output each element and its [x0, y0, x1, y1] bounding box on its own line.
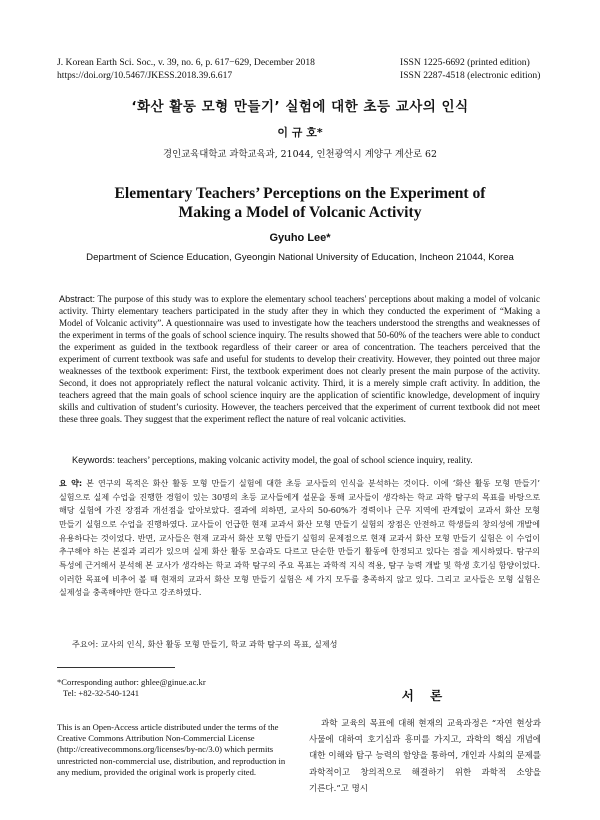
korean-abstract-label: 요 약:	[59, 479, 83, 488]
section-heading-introduction: 서 론	[401, 688, 449, 703]
english-title-line1: Elementary Teachers’ Perceptions on the Experiment of	[114, 185, 486, 202]
corresponding-tel: Tel: +82-32-540-1241	[63, 688, 140, 699]
english-abstract	[59, 293, 540, 426]
korean-author: 이 규 호*	[277, 126, 323, 139]
doi-link[interactable]: https://doi.org/10.5467/JKESS.2018.39.6.617	[57, 70, 233, 81]
footnote-divider	[57, 667, 175, 668]
license-note: This is an Open-Access article distributed under the terms of the Creative Commons Attribution Non-Commercial License (http://creativecommons.org/licenses/by-nc/3.0) which permits unrestricted non-commercial use, distribution, and reproduction in any medium, provided the original work is properly cited.	[57, 722, 286, 777]
issn-print: ISSN 1225-6692 (printed edition)	[400, 57, 530, 68]
issn-electronic: ISSN 2287-4518 (electronic edition)	[400, 70, 541, 81]
english-keywords	[72, 455, 542, 465]
journal-header	[57, 56, 315, 82]
issn-header	[400, 56, 540, 82]
abstract-label: Abstract:	[59, 294, 96, 304]
english-title-line2: Making a Model of Volcanic Activity	[178, 204, 422, 221]
abstract-text: The purpose of this study was to explore the elementary school teachers' perceptions about making a model of volcanic activity. Thirty elementary teachers participated in the study after they in which they conducted the experiment of “Making a Model of Volcanic activity”. A questionnaire was used to investigate how the teachers understood the strengths and weaknesses of the experiment in terms of the goals of school science inquiry. The results showed that 50-60% of the teachers were able to conduct the experiment as guided in the textbook regardless of their career or area of concentration. The teachers perceived that the experiment of current textbook was safe and useful for students to develop their creativity. However, they pointed out three major weaknesses of the textbook experiment: First, the textbook experiment does not clearly present the main purpose of the activity. Second, it does not appropriately reflect the natural volcanic activity. Third, it is a merely simple craft activity. In addition, the teachers agreed that the main goals of school science inquiry are the application of scientific knowledge, development of inquiry skills and cultivation of student’s curiosity. However, the teachers perceived that the experiment of current textbook did not meet these three goals. They suggest that the experiment reflect the nature of real volcanic activities.	[59, 294, 540, 425]
korean-abstract-text: 본 연구의 목적은 화산 활동 모형 만들기 실험에 대한 초등 교사들의 인식을 분석하는 것이다. 이에 ‘화산 활동 모형 만들기’ 실험으로 실제 수업을 진행한 경험이 있는 30명의 초등 교사들에게 설문을 통해 교사들이 생각하는 학교 과학 탐구의 목표를 바탕으로 해당 실험에 가진 장점과 개선점을 알아보았다. 결과에 의하면, 교사의 50-60%가 경력이나 근무 지역에 관계없이 교과서 화산 모형 만들기 실험으로 수업을 진행하였다. 교사들이 언급한 현재 교과서 화산 모형 만들기 실험의 장점은 안전하고 학생들의 창의성에 개발에 유용하다는 것이었다. 반면, 교사들은 현재 교과서 화산 모형 만들기 실험의 문제점으로 현재 교과서 화산 모형 만들기 실험은 이 수업이 추구해야 하는 본질과 괴리가 있으며 실제 화산 활동 모습과도 다르고 단순한 만들기 활동에 한정되고 있다는 점을 제시하였다. 탐구의 특성에 근거해서 분석해 본 교사가 생각하는 학교 과학 탐구의 주요 목표는 과학적 지식 적용, 탐구 능력 개발 및 학생 호기심 함양이었다. 이러한 목표에 비추어 볼 때 현재의 교과서 화산 모형 만들기 실험은 세 가지 모두를 충족하지 않고 있다. 그리고 교사들은 모형 실험은 실제성을 충족해야만 한다고 강조하였다.	[59, 479, 540, 598]
korean-abstract	[59, 477, 540, 600]
korean-keywords-label: 주요어:	[72, 639, 99, 649]
introduction-text: 과학 교육의 목표에 대해 현재의 교육과정은 “자연 현상과 사물에 대하여 호기심과 흥미를 가지고, 과학의 핵심 개념에 대한 이해와 탐구 능력의 함양을 통하여, 개인과 사회의 문제를 과학적이고 창의적으로 해결하기 위한 과학적 소양을 기른다.”고 명시	[309, 719, 541, 794]
corresponding-author-note	[57, 677, 287, 699]
korean-affiliation: 경인교육대학교 과학교육과, 21044, 인천광역시 계양구 계산로 62	[163, 149, 437, 160]
korean-keywords-text: 교사의 인식, 화산 활동 모형 만들기, 학교 과학 탐구의 목표, 실제성	[100, 639, 338, 649]
journal-citation: J. Korean Earth Sci. Soc., v. 39, no. 6, p. 617−629, December 2018	[57, 57, 315, 68]
english-title	[40, 184, 560, 222]
keywords-label: Keywords:	[72, 455, 115, 465]
english-author: Gyuho Lee*	[269, 232, 331, 244]
korean-title: ‘화산 활동 모형 만들기’ 실험에 대한 초등 교사의 인식	[131, 99, 469, 115]
english-affiliation: Department of Science Education, Gyeongin National University of Education, Incheon 21044, Korea	[86, 252, 514, 263]
corresponding-email: *Corresponding author: ghlee@ginue.ac.kr	[57, 677, 206, 687]
korean-keywords	[72, 639, 542, 650]
keywords-text: teachers’ perceptions, making volcanic activity model, the goal of school science inquiry, reality.	[117, 455, 473, 465]
